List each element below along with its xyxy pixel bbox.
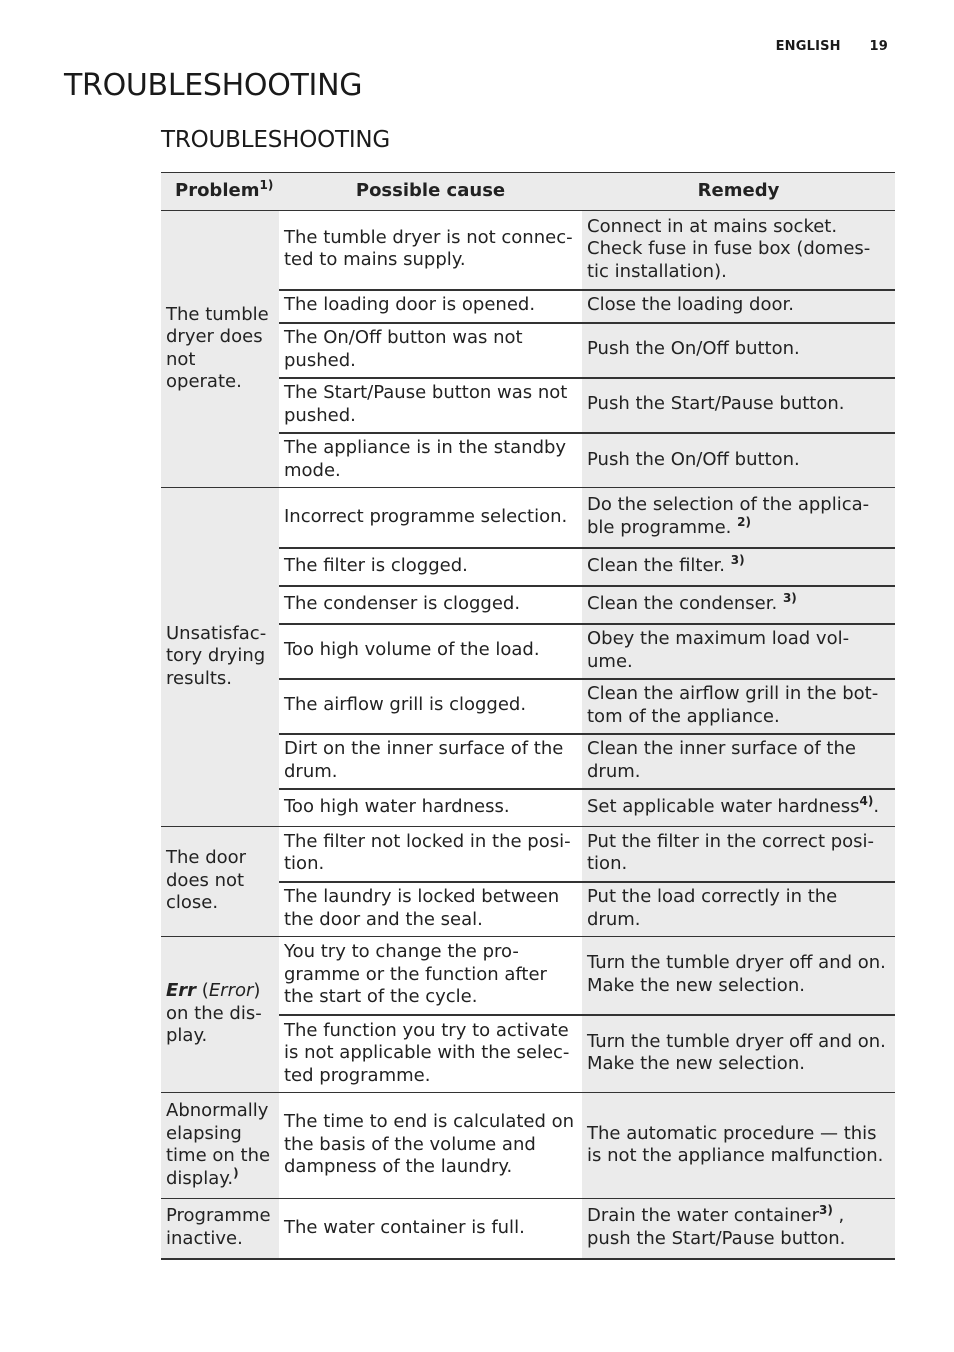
remedy-cell: Turn the tumble dryer off and on. Make the new selection. (582, 1015, 895, 1093)
column-header-cause: Possible cause (279, 173, 582, 211)
table-row (161, 1093, 895, 1199)
table-header-row (161, 173, 895, 211)
footnote-marker: 2) (737, 514, 751, 529)
page-title: TROUBLESHOOTING (64, 68, 363, 103)
footnote-marker: 3) (730, 552, 745, 567)
cause-cell: The time to end is calculated on the basis of the volume and dampness of the laundry. (279, 1093, 582, 1199)
section-title: TROUBLESHOOTING (161, 127, 391, 153)
remedy-cell: Obey the maximum load vol-ume. (582, 624, 895, 679)
error-code: Err (166, 980, 197, 1002)
cause-cell: Incorrect programme selection. (279, 488, 582, 548)
remedy-cell: Clean the filter. $^{3)}$ (582, 548, 895, 586)
problem-cell: Unsatisfac-tory drying results. (161, 488, 279, 827)
remedy-cell: Clean the inner surface of the drum. (582, 734, 895, 789)
table-row (161, 937, 895, 1015)
cause-cell: The tumble dryer is not connec-ted to mains supply. (279, 211, 582, 290)
cause-cell: The filter not locked in the posi-tion. (279, 827, 582, 882)
cause-cell: The function you try to activate is not applicable with the selec-ted programme. (279, 1015, 582, 1093)
table-row (161, 827, 895, 882)
cause-cell: The On/Off button was not pushed. (279, 323, 582, 378)
column-header-problem: Problem$^{1)}$ (161, 173, 279, 211)
remedy-cell: Push the On/Off button. (582, 323, 895, 378)
remedy-cell: Put the load correctly in the drum. (582, 882, 895, 937)
cause-cell: The filter is clogged. (279, 548, 582, 586)
table-row (161, 488, 895, 548)
problem-cell: Programme inactive. (161, 1199, 279, 1259)
cause-cell: The appliance is in the standby mode. (279, 433, 582, 488)
cause-cell: Dirt on the inner surface of the drum. (279, 734, 582, 789)
problem-cell: Abnormally elapsing time on the display.) (161, 1093, 279, 1199)
remedy-cell: Clean the condenser. $^{3)}$ (582, 586, 895, 624)
cause-cell: You try to change the pro-gramme or the function after the start of the cycle. (279, 937, 582, 1015)
problem-cell: The door does not close. (161, 827, 279, 937)
footnote-marker: 4) (859, 794, 874, 808)
remedy-cell: Connect in at mains socket. Check fuse in fuse box (domes-tic installation). (582, 211, 895, 290)
cause-cell: The water container is full. (279, 1199, 582, 1259)
footnote-marker: 3) (782, 590, 797, 605)
remedy-cell: Put the filter in the correct posi-tion. (582, 827, 895, 882)
remedy-cell: Clean the airflow grill in the bot-tom of the appliance. (582, 679, 895, 734)
cause-cell: The Start/Pause button was not pushed. (279, 378, 582, 433)
problem-cell: Err (Error) on the dis-play. (161, 937, 279, 1093)
language-label: ENGLISH (775, 39, 841, 54)
table-row (161, 1199, 895, 1259)
table-row (161, 211, 895, 290)
footnote-marker: ) (233, 1165, 239, 1180)
remedy-cell: The automatic procedure — this is not the appliance malfunction. (582, 1093, 895, 1199)
footnote-marker: 3) (818, 1203, 833, 1218)
cause-cell: Too high volume of the load. (279, 624, 582, 679)
page-header (776, 39, 888, 54)
remedy-cell: Push the On/Off button. (582, 433, 895, 488)
remedy-cell: Drain the water container$^{3)}$ , push the Start/Pause button. (582, 1199, 895, 1259)
footnote-marker: 1) (259, 178, 274, 193)
troubleshooting-table (161, 172, 895, 1260)
cause-cell: The loading door is opened. (279, 290, 582, 323)
cause-cell: The condenser is clogged. (279, 586, 582, 624)
cause-cell: Too high water hardness. (279, 789, 582, 827)
remedy-cell: Close the loading door. (582, 290, 895, 323)
column-header-remedy: Remedy (582, 173, 895, 211)
remedy-cell: Set applicable water hardness$^{4)}$. (582, 789, 895, 827)
cause-cell: The laundry is locked between the door and the seal. (279, 882, 582, 937)
problem-cell: The tumble dryer does not operate. (161, 211, 279, 488)
remedy-cell: Do the selection of the applica-ble programme. $^{2)}$ (582, 488, 895, 548)
remedy-cell: Turn the tumble dryer off and on. Make the new selection. (582, 937, 895, 1015)
remedy-cell: Push the Start/Pause button. (582, 378, 895, 433)
page-number: 19 (869, 39, 888, 54)
cause-cell: The airflow grill is clogged. (279, 679, 582, 734)
